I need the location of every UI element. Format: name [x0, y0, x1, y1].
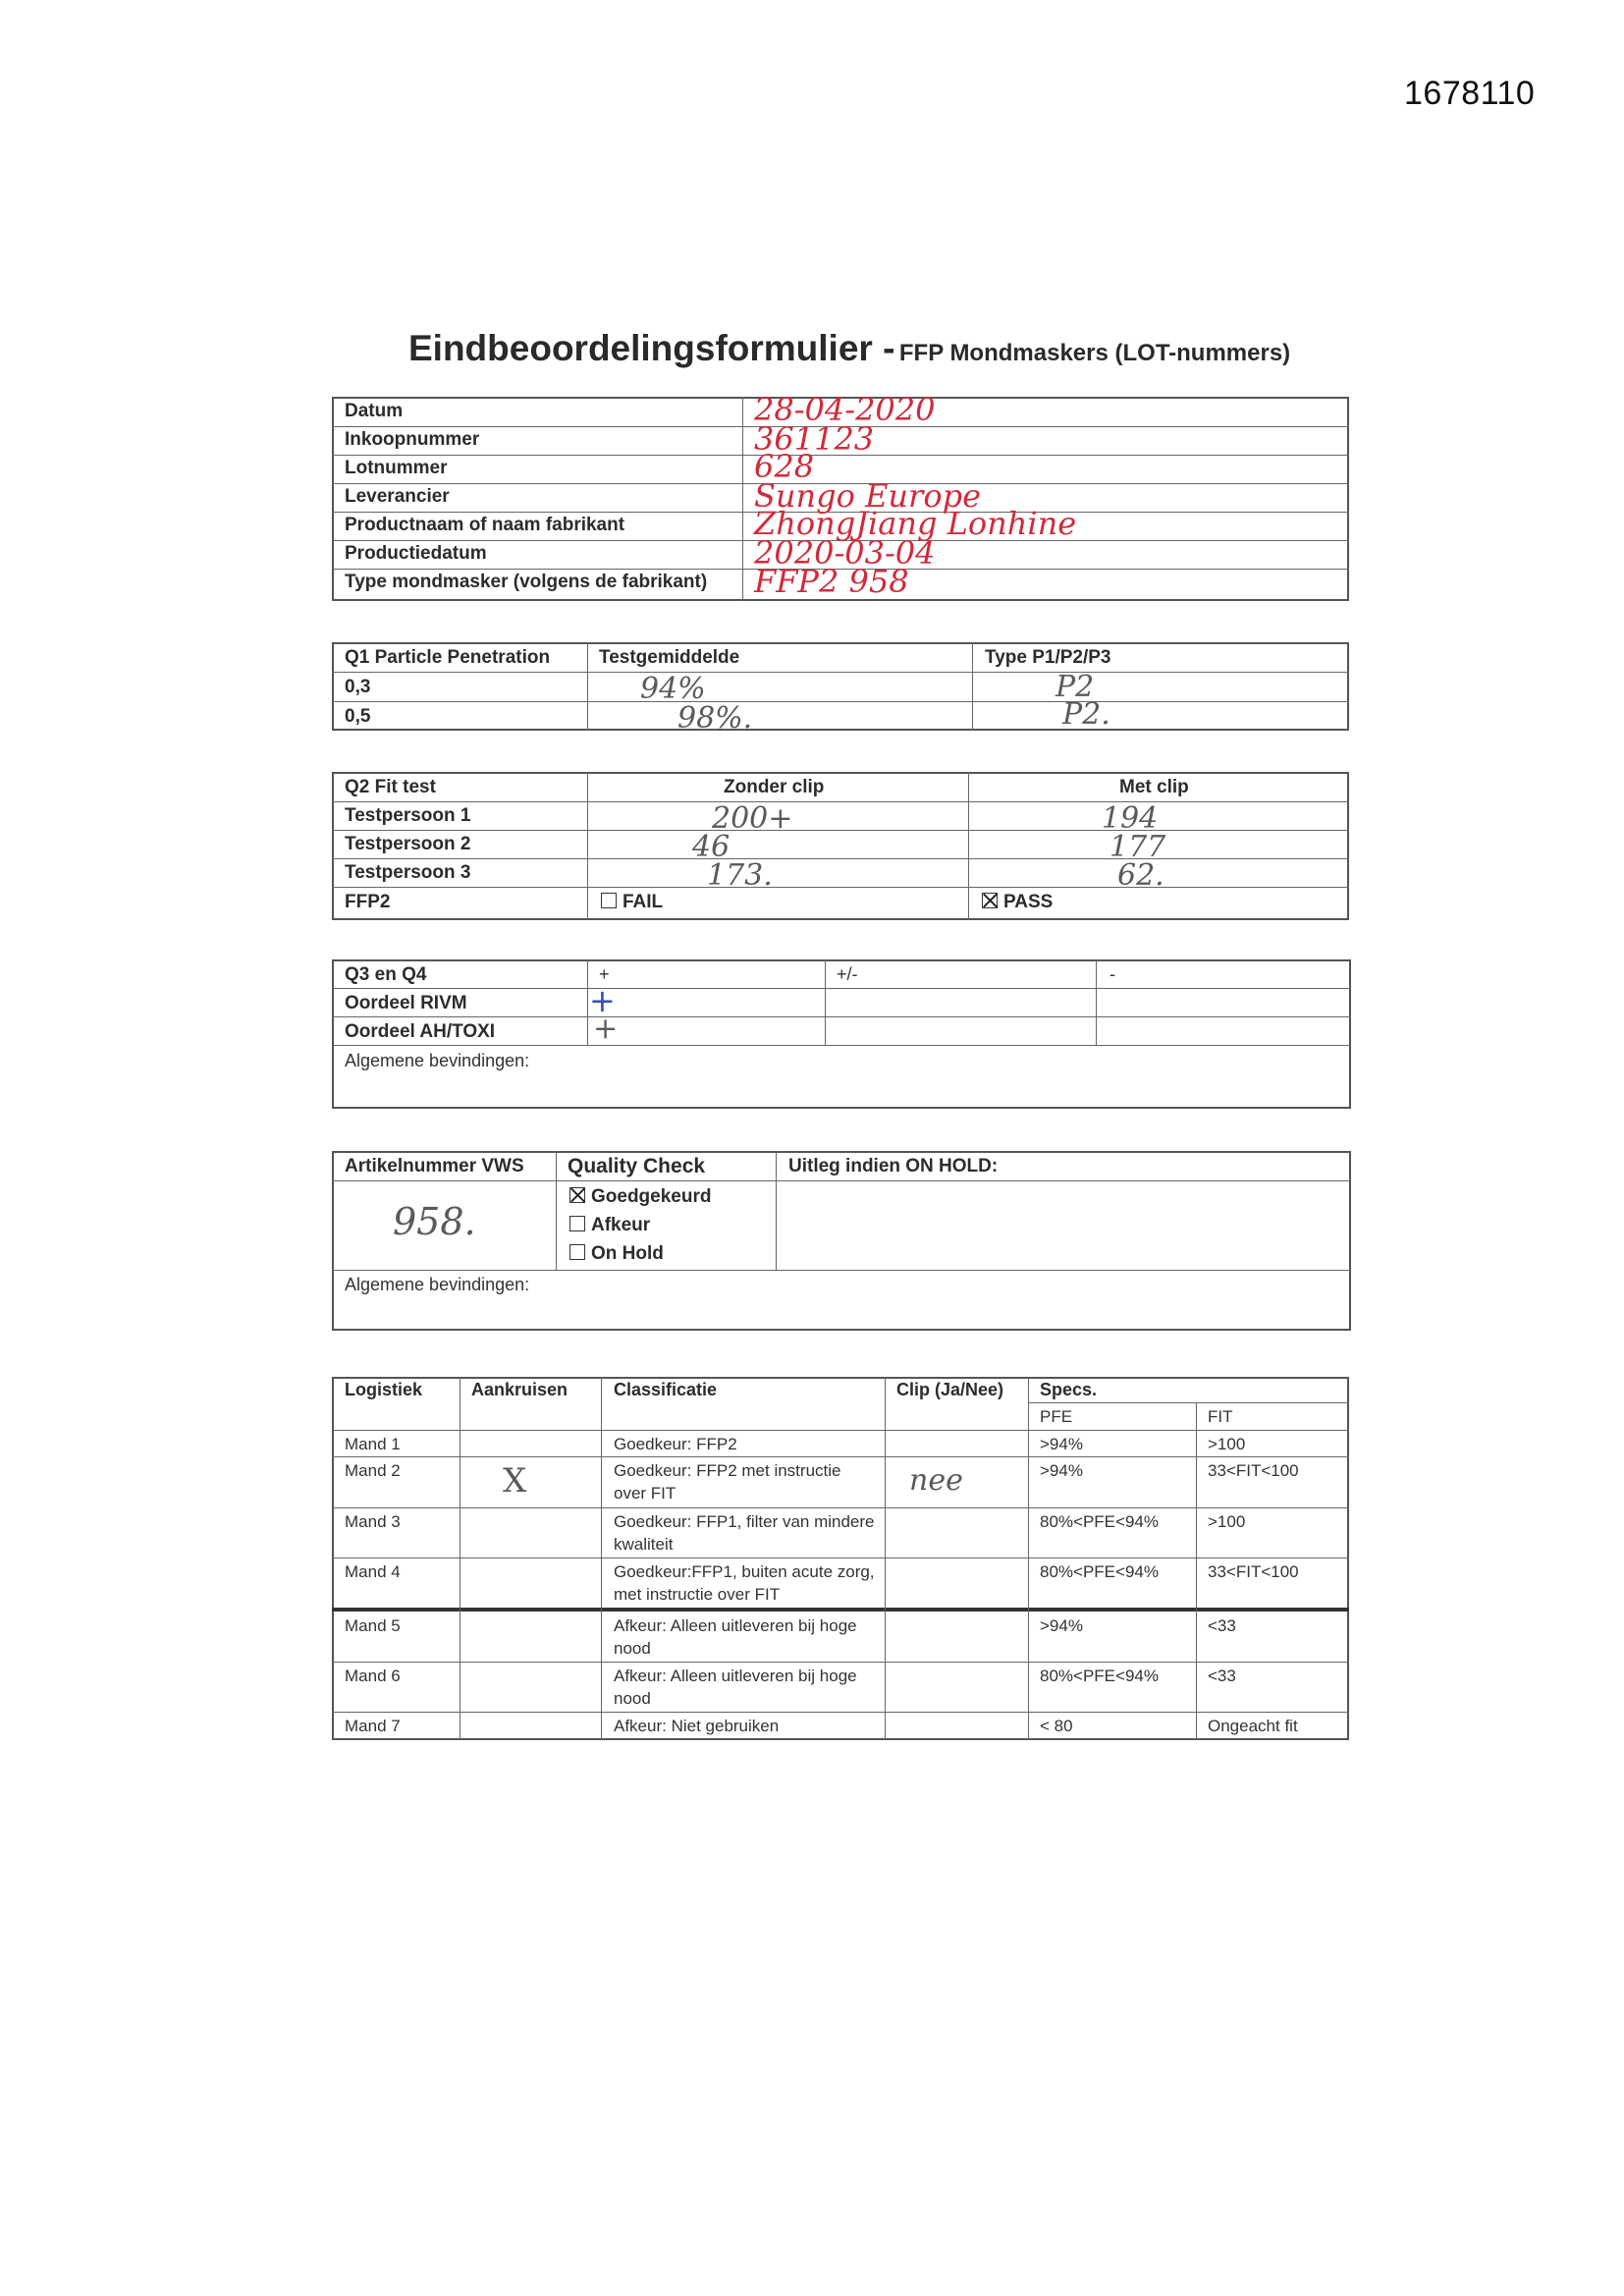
q1-type-value: P2. — [1062, 697, 1110, 732]
mand-label: Mand 6 — [345, 1667, 401, 1685]
q2-header-zonder-clip: Zonder clip — [724, 777, 825, 797]
q2-zonder-value: 200+ — [712, 801, 793, 836]
q2-pass-option[interactable] — [982, 892, 1053, 913]
logistiek-header: Logistiek — [345, 1380, 423, 1399]
afkeur-label: Afkeur — [591, 1215, 651, 1235]
afkeur-checkbox[interactable] — [569, 1216, 585, 1231]
pfe-cell: 80%<PFE<94% — [1040, 1562, 1159, 1581]
classificatie-cell: Goedkeur: FFP2 — [614, 1435, 737, 1453]
pfe-cell: 80%<PFE<94% — [1040, 1512, 1159, 1531]
label-leverancier: Leverancier — [345, 486, 450, 507]
q2-testpersoon-label: Testpersoon 3 — [345, 862, 471, 883]
clip-value: nee — [909, 1463, 963, 1498]
label-type-mondmasker: Type mondmasker (volgens de fabrikant) — [345, 572, 708, 592]
q2-testpersoon-label: Testpersoon 1 — [345, 805, 471, 826]
value-datum: 28-04-2020 — [754, 391, 936, 428]
value-inkoopnummer: 361123 — [754, 420, 875, 458]
pfe-cell: >94% — [1040, 1435, 1083, 1453]
mand-label: Mand 2 — [345, 1461, 401, 1480]
option-afkeur[interactable] — [569, 1215, 650, 1236]
classificatie-cell: Goedkeur: FFP2 met instructie over FIT — [614, 1461, 841, 1503]
document-id: 1678110 — [1404, 75, 1536, 112]
label-inkoopnummer: Inkoopnummer — [345, 429, 480, 450]
value-productiedatum: 2020-03-04 — [754, 534, 936, 572]
fit-cell: <33 — [1208, 1667, 1236, 1685]
q2-header-met-clip: Met clip — [1119, 777, 1189, 797]
fit-cell: 33<FIT<100 — [1208, 1562, 1299, 1581]
fit-cell: >100 — [1208, 1435, 1246, 1453]
q2-fail-option[interactable] — [601, 892, 663, 913]
specs-header: Specs. — [1040, 1380, 1098, 1399]
value-leverancier: Sungo Europe — [754, 477, 982, 515]
form-title-main: Eindbeoordelingsformulier - — [408, 328, 895, 368]
oordeel-ahtoxi-mark: + — [593, 1011, 619, 1046]
label-productnaam: Productnaam of naam fabrikant — [345, 515, 625, 535]
form-title-sub: FFP Mondmaskers (LOT-nummers) — [898, 340, 1291, 366]
on-hold-header: Uitleg indien ON HOLD: — [788, 1156, 999, 1176]
q1-header-penetration: Q1 Particle Penetration — [345, 647, 551, 668]
mand-label: Mand 5 — [345, 1616, 401, 1635]
label-datum: Datum — [345, 401, 404, 421]
pfe-cell: 80%<PFE<94% — [1040, 1667, 1159, 1685]
q2-testpersoon-label: Testpersoon 2 — [345, 834, 471, 854]
quality-findings-label: Algemene bevindingen: — [345, 1275, 530, 1294]
pfe-cell: >94% — [1040, 1616, 1083, 1635]
on-hold-label: On Hold — [591, 1243, 664, 1264]
pfe-subheader: PFE — [1040, 1407, 1073, 1426]
q1-avg-value: 94% — [640, 672, 706, 706]
pass-checkbox[interactable] — [982, 893, 998, 908]
classificatie-cell: Goedkeur:FFP1, buiten acute zorg, met instructie over FIT — [614, 1562, 875, 1604]
value-productnaam: ZhongJiang Lonhine — [754, 505, 1077, 542]
pass-label: PASS — [1003, 892, 1054, 912]
aankruisen-header: Aankruisen — [471, 1380, 568, 1399]
on-hold-checkbox[interactable] — [569, 1244, 585, 1260]
fail-checkbox[interactable] — [601, 893, 617, 908]
classificatie-header: Classificatie — [614, 1380, 718, 1399]
classificatie-cell: Afkeur: Niet gebruiken — [614, 1717, 780, 1735]
mand-label: Mand 4 — [345, 1562, 401, 1581]
oordeel-rivm-mark: + — [589, 982, 616, 1019]
form-title — [408, 328, 1290, 369]
classificatie-cell: Afkeur: Alleen uitleveren bij hoge nood — [614, 1667, 857, 1708]
q34-header: Q3 en Q4 — [345, 964, 427, 985]
artikelnummer-header: Artikelnummer VWS — [345, 1156, 524, 1176]
value-lotnummer: 628 — [754, 448, 815, 485]
fit-subheader: FIT — [1208, 1407, 1233, 1426]
mand-label: Mand 3 — [345, 1512, 401, 1531]
label-lotnummer: Lotnummer — [345, 458, 448, 478]
mand-label: Mand 1 — [345, 1435, 401, 1453]
q34-findings-label: Algemene bevindingen: — [345, 1051, 530, 1070]
fit-cell: >100 — [1208, 1512, 1246, 1531]
q34-header-plusminus: +/- — [837, 964, 858, 984]
q2-header-fittest: Q2 Fit test — [345, 777, 436, 797]
quality-check-header: Quality Check — [568, 1155, 706, 1177]
q2-met-value: 194 — [1102, 801, 1159, 836]
q1-row-label: 0,5 — [345, 706, 371, 727]
q34-header-plus: + — [599, 964, 610, 984]
clip-header: Clip (Ja/Nee) — [896, 1380, 1004, 1399]
goedgekeurd-checkbox[interactable] — [569, 1187, 585, 1203]
q1-type-value: P2 — [1056, 670, 1095, 704]
q1-header-testgemiddelde: Testgemiddelde — [599, 647, 740, 668]
q1-avg-value: 98%. — [677, 701, 753, 736]
q2-ffp2-label: FFP2 — [345, 892, 391, 912]
q2-zonder-value: 46 — [692, 830, 731, 864]
fit-cell: 33<FIT<100 — [1208, 1461, 1299, 1480]
fit-cell: <33 — [1208, 1616, 1236, 1635]
fit-cell: Ongeacht fit — [1208, 1717, 1298, 1735]
classificatie-cell: Goedkeur: FFP1, filter van mindere kwaliteit — [614, 1512, 875, 1554]
option-goedgekeurd[interactable] — [569, 1186, 711, 1208]
fail-label: FAIL — [623, 892, 664, 912]
aankruisen-mark: X — [503, 1461, 527, 1501]
artikelnummer-value: 958. — [393, 1200, 476, 1243]
q1-header-type: Type P1/P2/P3 — [985, 647, 1111, 668]
label-productiedatum: Productiedatum — [345, 543, 487, 564]
pfe-cell: >94% — [1040, 1461, 1083, 1480]
q34-header-minus: - — [1110, 964, 1115, 984]
pfe-cell: < 80 — [1040, 1717, 1073, 1735]
value-type-mondmasker: FFP2 958 — [754, 563, 909, 600]
q2-met-value: 62. — [1117, 858, 1164, 893]
q1-row-label: 0,3 — [345, 677, 371, 697]
oordeel-ahtoxi-label: Oordeel AH/TOXI — [345, 1021, 496, 1042]
mand-label: Mand 7 — [345, 1717, 401, 1735]
goedgekeurd-label: Goedgekeurd — [591, 1186, 712, 1207]
option-on-hold[interactable] — [569, 1243, 664, 1265]
oordeel-rivm-label: Oordeel RIVM — [345, 993, 467, 1013]
classificatie-cell: Afkeur: Alleen uitleveren bij hoge nood — [614, 1616, 857, 1658]
q2-zonder-value: 173. — [707, 858, 773, 893]
q2-met-value: 177 — [1110, 830, 1166, 864]
